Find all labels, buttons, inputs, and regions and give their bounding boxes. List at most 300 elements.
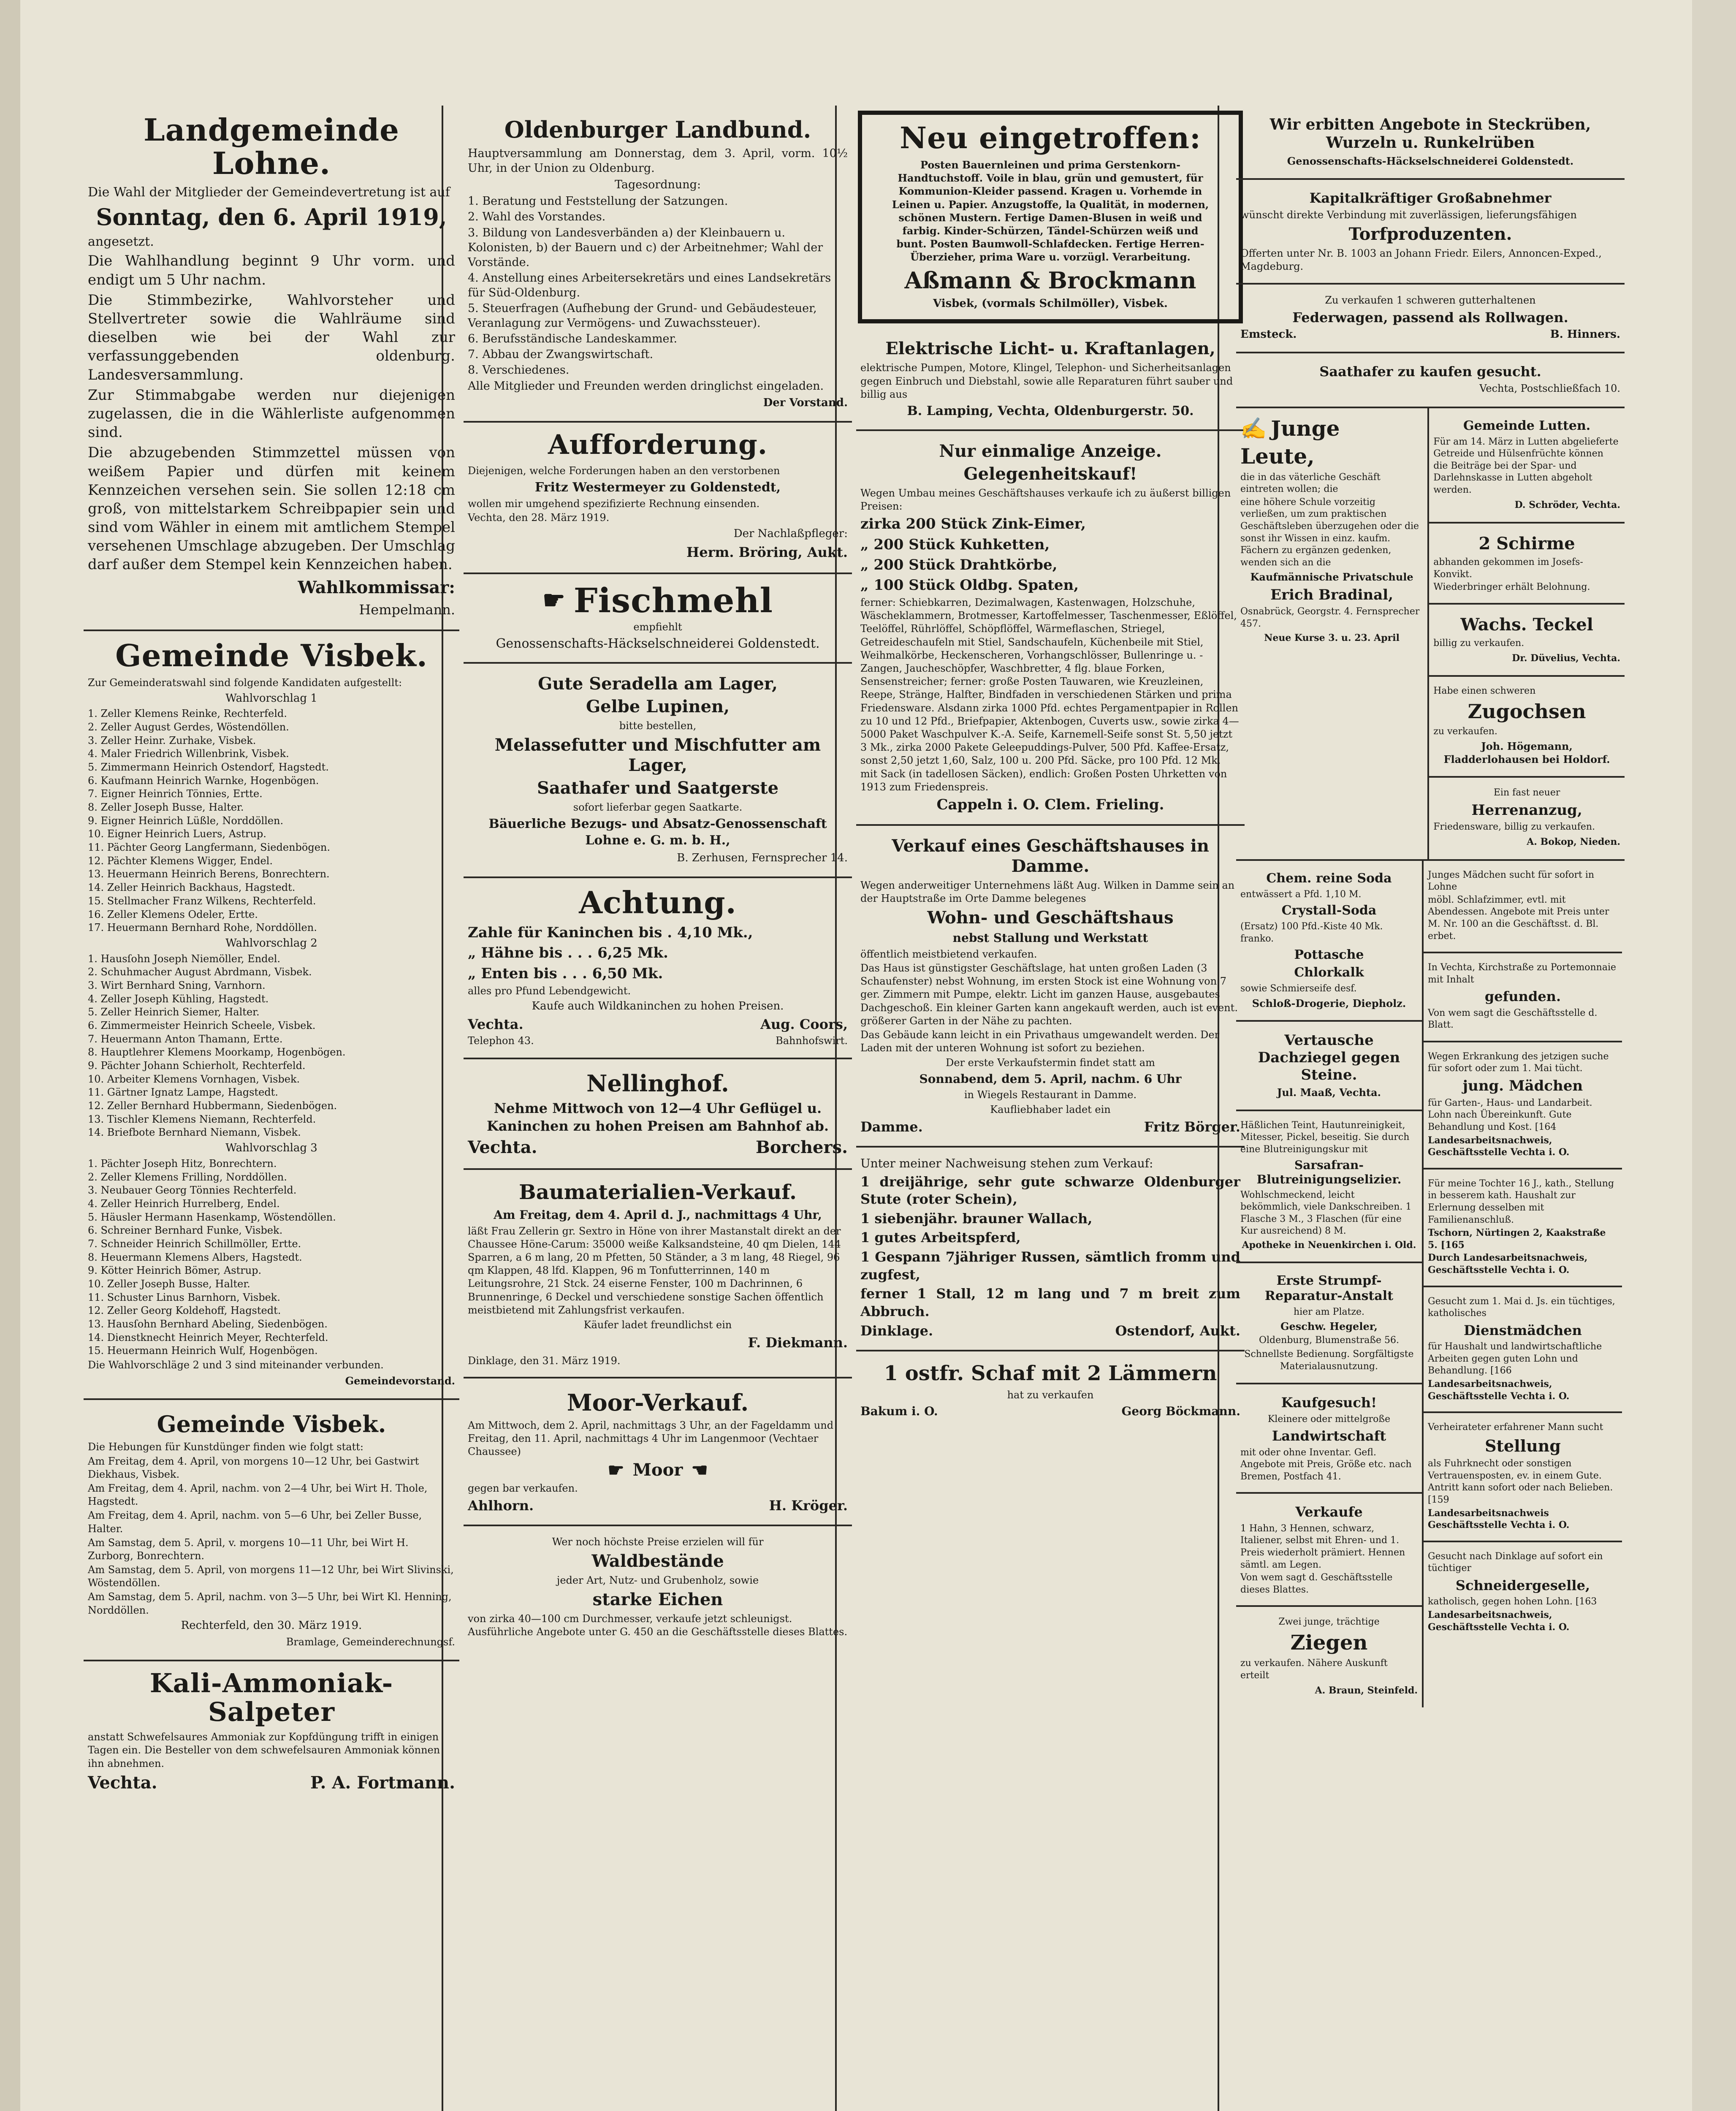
ad-oldenburger-landbund [464, 106, 852, 423]
ad-title: Stellung [1485, 1436, 1561, 1455]
ad-signature: B. Lamping, Vechta, Oldenburgerstr. 50. [907, 403, 1194, 418]
ad-text: Zu verkaufen 1 schweren gutterhaltenen [1325, 294, 1536, 306]
list-item: 15. Stellmacher Franz Wilkens, Rechterfeld. [88, 895, 316, 907]
offer-line: zirka 200 Stück Zink-Eimer, [860, 516, 1086, 533]
ad-text: Genossenschafts-Häckselschneiderei Goldenstedt. [1287, 155, 1574, 168]
ad-title: Baumaterialien-Verkauf. [519, 1180, 797, 1205]
ad-text: zu verkaufen. [1433, 726, 1497, 737]
list-item: 4. Maler Friedrich Willenbrink, Visbek. [88, 748, 289, 760]
ad-text: Junges Mädchen sucht für sofort in Lohne [1428, 869, 1595, 893]
list-item: 8. Heuermann Klemens Albers, Hagstedt. [88, 1251, 302, 1263]
ad-text: Für meine Tochter 16 J., kath., Stellung in besserem kath. Haushalt zur Erlernung desselben mit Familienanschluß. [1428, 1178, 1614, 1225]
candidate-list-1 [88, 707, 455, 934]
ad-signature: Bramlage, Gemeinderechnungsf. [286, 1636, 455, 1648]
list-item: Am Freitag, dem 4. April, von morgens 10—12 Uhr, bei Gastwirt Diekhaus, Visbek. [88, 1455, 419, 1480]
ad-signature: P. A. Fortmann. [310, 1772, 455, 1793]
ad-text: Ein fast neuer [1493, 787, 1560, 798]
candidate-list-2 [88, 952, 455, 1140]
ad-kaufgesuch [1236, 1384, 1422, 1494]
list-item: Am Samstag, dem 5. April, nachm. von 3—5 Uhr, bei Wirt Kl. Henning, Norddöllen. [88, 1591, 452, 1616]
ad-gemeinde-visbek-duenger [84, 1400, 459, 1661]
ad-text: Für am 14. März in Lutten abgelieferte Getreide und Hülsenfrüchte können die Beiträge bei der Spar- und Darlehnskasse in Lutten abgeholt werden. [1433, 436, 1619, 496]
ad-seradella [464, 664, 852, 878]
list-item: 1 siebenjähr. brauner Wallach, [860, 1210, 1093, 1226]
ad-title: Wir erbitten Angebote in Steckrüben, Wurzeln u. Runkelrüben [1269, 116, 1591, 152]
list-item: 10. Arbeiter Klemens Vornhagen, Visbek. [88, 1073, 300, 1085]
ad-text: bitte bestellen, [619, 719, 697, 732]
ad-role: Der Nachlaßpfleger: [733, 527, 848, 540]
ad-text: Von wem sagt d. Geschäftsstelle dieses Blattes. [1240, 1572, 1393, 1595]
list-item: 14. Dienstknecht Heinrich Meyer, Rechterfeld. [88, 1331, 328, 1343]
ad-title: Herrenanzug, [1471, 801, 1582, 819]
ad-address: Osnabrück, Georgstr. 4. Fernsprecher 457. [1240, 606, 1420, 629]
ad-title: Wachs. Teckel [1460, 615, 1593, 635]
ad-address: Oldenburg, Blumenstraße 56. [1259, 1335, 1400, 1346]
ad-text: möbl. Schlafzimmer, evtl. mit Abendessen. Angebote mit Preis unter M. Nr. 100 an die Geschäftsst. d. Bl. erbet. [1428, 894, 1609, 942]
ad-footer [468, 1498, 848, 1514]
ad-teckel [1429, 605, 1625, 677]
list-item: 1. Beratung und Feststellung der Satzungen. [468, 195, 728, 208]
list-item: 6. Schreiner Bernhard Funke, Visbek. [88, 1224, 283, 1237]
ad-title: Achtung. [579, 885, 737, 921]
ad-signature: Schloß-Drogerie, Diepholz. [1252, 997, 1406, 1009]
ad-schlafzimmer [1424, 861, 1622, 954]
ad-schneidergeselle [1424, 1542, 1622, 1642]
split-left [1236, 861, 1424, 1708]
split-right [1429, 408, 1625, 859]
ad-text: In Vechta, Kirchstraße zu Portemonnaie mit Inhalt [1428, 962, 1617, 985]
ad-text: Die Stimmbezirke, Wahlvorsteher und Stellvertreter sowie die Wahlräume sind dieselben wie bei der Wahl zur verfassunggebenden oldenburg. Landesversammlung. [88, 291, 455, 383]
ad-text: hat zu verkaufen [1007, 1389, 1094, 1401]
ad-heading: Erich Bradinal, [1270, 586, 1394, 603]
ad-signature: Der Vorstand. [763, 396, 848, 409]
ad-text: empfiehlt [633, 621, 682, 633]
ad-text: Alle Mitglieder und Freunden werden dringlichst eingeladen. [468, 379, 824, 393]
list-heading: Wahlvorschlag 1 [225, 692, 317, 705]
ad-text: Zwei junge, trächtige [1278, 1617, 1380, 1628]
list-item: 1. Zeller Klemens Reinke, Rechterfeld. [88, 708, 287, 720]
ad-text: Kaufliebhaber ladet ein [990, 1104, 1111, 1116]
ad-federwagen [1236, 285, 1625, 354]
list-item: 12. Pächter Klemens Wigger, Endel. [88, 855, 273, 867]
ad-signature: Landesarbeitsnachweis, Geschäftsstelle Vechta i. O. [1428, 1134, 1570, 1158]
ad-signature: Tschorn, Nürtingen 2, Kaakstraße 5. [165 [1428, 1227, 1606, 1251]
ad-gemeinde-lutten [1429, 408, 1625, 524]
ad-elektrische-anlagen [856, 328, 1245, 431]
ad-text: mit oder ohne Inventar. Gefl. Angebote mit Preis, Größe etc. nach Bremen, Postfach 41. [1240, 1447, 1412, 1482]
ad-herrenanzug [1429, 778, 1625, 859]
ad-role: Bahnhofswirt. [776, 1034, 848, 1047]
ad-title: Moor-Verkauf. [567, 1389, 749, 1416]
ad-signature: Durch Landesarbeitsnachweis, Geschäftsstelle Vechta i. O. [1428, 1252, 1588, 1275]
ad-signature: Fritz Börger. [1144, 1119, 1240, 1135]
ad-stellung [1424, 1413, 1622, 1542]
ad-kali-ammoniak [84, 1661, 459, 1804]
ad-text: ferner: Schiebkarren, Dezimalwagen, Kastenwagen, Holzschuhe, Wäscheklammern, Brotmesser, Kartoffelmesser, Taschenmesser, Eßlöffel, Teelöffel, Rührlöffel, Schöpflöffel, Wärmeflaschen, Striegel, Getreideschaufeln mit Stiel, Sandschaufeln, Küchenbeile mit Stiel, Weihmalkörbe, Heckenscheren, Vorhangschlösser, Bullenringe u. -Zangen, Jaucheschöpfer, Waschbretter, 4 flg. blaue Forken, Sensenstreicher; ferner: große Posten Tauwaren, wie Kreuzleinen, Reepe, Stränge, Halfter, Bindfaden in verschiedenen Stärken und prima Friedensware. Alsdann zirka 1000 Pfd. echtes Pergamentpapier in Rollen zu 10 und 12 Pfd., Briefpapier, Aktenbogen, Cuverts usw., sowie zirka 4—5000 Paket Waschpulver K.-A. Seife, Karnemell-Seife sonst St. 5,50 jetzt 3 Mk., zirka 2000 Pakete Geleepuddings-Pulver, 500 Pfd. Kaffee-Ersatz, sonst 2,50 jetzt 1,60, Salz, 100 u. 200 Pfd. Säcke, pro 100 Pfd. 12 Mk. mit Sack (in tadellosen Säcken), endlich: Großen Posten Uhrketten von 1913 zum Friedenspreis. [860, 597, 1239, 793]
ad-signature: Borchers. [756, 1137, 848, 1158]
ad-date: Sonnabend, dem 5. April, nachm. 6 Uhr [919, 1072, 1182, 1086]
ad-signature: Wahlkommissar: [298, 577, 455, 597]
ad-dachziegel [1236, 1022, 1422, 1111]
column-1 [84, 106, 459, 2111]
ad-title: Landgemeinde Lohne. [144, 112, 399, 182]
list-item: 3. Neubauer Georg Tönnies Rechterfeld. [88, 1184, 297, 1197]
ad-text: Neue Kurse 3. u. 23. April [1264, 632, 1400, 643]
ad-ziegen [1236, 1607, 1422, 1707]
ad-achtung [464, 878, 852, 1059]
ad-text: wünscht direkte Verbindung mit zuverlässigen, lieferungsfähigen [1240, 209, 1577, 221]
ad-zugochsen [1429, 677, 1625, 778]
ad-heading: Melassefutter und Mischfutter am Lager, [494, 735, 821, 776]
page-edge [0, 0, 20, 2111]
ad-text: zu verkaufen. Nähere Auskunft erteilt [1240, 1658, 1388, 1681]
list-heading: Wahlvorschlag 2 [225, 936, 317, 950]
ad-text: Wer noch höchste Preise erzielen will für [552, 1536, 764, 1548]
ad-signature: D. Schröder, Vechta. [1514, 499, 1620, 510]
list-item: 15. Heuermann Heinrich Wulf, Hogenbögen. [88, 1345, 318, 1357]
list-item: 6. Berufsständische Landeskammer. [468, 332, 678, 346]
ad-title: Sarsafran-Blutreinigungselizier. [1256, 1158, 1402, 1187]
ad-signature: Herm. Bröring, Aukt. [686, 544, 848, 561]
column-3 [856, 106, 1245, 2111]
list-item: 11. Schuster Linus Barnhorn, Visbek. [88, 1291, 280, 1303]
ad-title: Schneidergeselle, [1455, 1577, 1590, 1594]
ad-text: Kaufe auch Wildkaninchen zu hohen Preisen. [532, 1000, 784, 1013]
ad-signature: Ostendorf, Aukt. [1115, 1323, 1240, 1339]
ad-footer [88, 1773, 455, 1793]
ad-footer [860, 1404, 1240, 1418]
ad-footer [468, 1137, 848, 1157]
ad-title: Gemeinde Visbek. [157, 1411, 386, 1438]
ad-title: Fischmehl [573, 580, 773, 620]
ad-signature: Dr. Düvelius, Vechta. [1512, 652, 1620, 664]
list-item: 14. Zeller Heinrich Backhaus, Hagstedt. [88, 882, 296, 894]
ad-address: Visbek, (vormals Schilmöller), Visbek. [933, 297, 1168, 310]
ad-verkaufe-huehner [1236, 1494, 1422, 1607]
ad-signature: Landesarbeitsnachweis, Geschäftsstelle Vechta i. O. [1428, 1609, 1570, 1633]
ad-neu-eingetroffen [858, 111, 1243, 323]
ad-signature: Hempelmann. [359, 601, 455, 618]
pointing-hand-icon: ☛ [542, 585, 565, 615]
list-item: 1 dreijährige, sehr gute schwarze Oldenburger Stute (roter Schein), [860, 1173, 1240, 1207]
list-item: 8. Verschiedenes. [468, 364, 570, 377]
list-item: ferner 1 Stall, 12 m lang und 7 m breit zum Abbruch. [860, 1286, 1240, 1319]
ad-heading: Pottasche [1294, 947, 1364, 963]
ad-heading: Crystall-Soda [1281, 903, 1377, 918]
ad-signature: H. Kröger. [769, 1497, 848, 1514]
ad-text: Bäuerliche Bezugs- und Absatz-Genossenschaft Lohne e. G. m. b. H., [488, 817, 827, 848]
list-item: 5. Zeller Heinrich Siemer, Halter. [88, 1006, 260, 1018]
ad-strumpf-reparatur [1236, 1263, 1422, 1385]
ad-title: Verkauf eines Geschäftshauses in Damme. [892, 836, 1209, 876]
pointing-hand-icon: ☚ [691, 1459, 708, 1481]
ad-title: Ziegen [1290, 1631, 1368, 1655]
ad-text: hier am Platze. [1293, 1306, 1365, 1317]
ad-text: Offerten unter Nr. B. 1003 an Johann Friedr. Eilers, Annoncen-Exped., Magdeburg. [1240, 247, 1602, 273]
ad-title: 2 Schirme [1478, 534, 1575, 554]
list-item: 12. Zeller Georg Koldehoff, Hagstedt. [88, 1305, 281, 1317]
ad-signature: A. Braun, Steinfeld. [1315, 1685, 1418, 1696]
split-row [1236, 408, 1625, 859]
ad-text: elektrische Pumpen, Motore, Klingel, Telephon- und Sicherheitsanlagen gegen Einbruch und Diebstahl, sowie alle Reparaturen führt sauber und billig aus [860, 362, 1233, 400]
ad-title: Erste Strumpf-Reparatur-Anstalt [1264, 1273, 1394, 1303]
ad-text: gegen bar verkaufen. [468, 1482, 578, 1494]
ad-baumaterialien [464, 1170, 852, 1378]
ad-date: Am Freitag, dem 4. April d. J., nachmittags 4 Uhr, [494, 1208, 822, 1222]
ad-text: eine höhere Schule vorzeitig verließen, um zum praktischen Geschäftsleben überzugehen oder die sonst ihr Wissen in einz. kaufm. Fächern zu ergänzen gedenken, wenden sich an die [1240, 497, 1419, 568]
list-item: 2. Zeller August Gerdes, Wöstendöllen. [88, 721, 289, 733]
list-item: 3. Zeller Heinr. Zurhake, Visbek. [88, 734, 256, 746]
ad-text: anstatt Schwefelsaures Ammoniak zur Kopfdüngung trifft in einigen Tagen ein. Die Besteller von dem schwefelsauren Ammoniak können ihn abnehmen. [88, 1731, 440, 1769]
ad-title: Kali-Ammoniak-Salpeter [149, 1667, 393, 1727]
ad-title: Gelegenheitskauf! [963, 464, 1137, 484]
ad-text: entwässert a Pfd. 1,10 M. [1240, 889, 1362, 900]
list-item: 9. Pächter Johann Schierholt, Rechterfeld. [88, 1060, 306, 1072]
list-item: 3. Bildung von Landesverbänden a) der Kleinbauern u. Kolonisten, b) der Bauern und c) der Arbeitnehmer; Wahl der Vorstände. [468, 226, 823, 269]
ad-heading: Chlorkalk [1294, 965, 1364, 980]
column-2 [464, 106, 852, 2111]
ad-text: Gesucht zum 1. Mai d. Js. ein tüchtiges, katholisches [1428, 1296, 1615, 1319]
list-item: 16. Zeller Klemens Odeler, Ertte. [88, 908, 258, 920]
ad-signature: Cappeln i. O. Clem. Frieling. [936, 796, 1164, 813]
list-item: 8. Zeller Joseph Busse, Halter. [88, 801, 244, 814]
ad-text: Verheirateter erfahrener Mann sucht [1428, 1422, 1603, 1433]
ad-text: katholisch, gegen hohen Lohn. [163 [1428, 1596, 1597, 1607]
ad-title: Nellinghof. [586, 1069, 729, 1097]
ad-text: Die Wahlhandlung beginnt 9 Uhr vorm. und endigt um 5 Uhr nachm. [88, 252, 455, 288]
ad-text: angesetzt. [88, 234, 154, 250]
ad-text: Habe einen schweren [1433, 686, 1536, 697]
ad-place: Emsteck. [1240, 328, 1297, 341]
ad-text: Das Gebäude kann leicht in ein Privathaus umgewandelt werden. Der Laden mit der unteren Wohnung ist sofort zu beziehen. [860, 1028, 1220, 1054]
list-item: 8. Hauptlehrer Klemens Moorkamp, Hogenbögen. [88, 1046, 346, 1058]
ad-date: Vechta, den 28. März 1919. [468, 512, 610, 524]
ad-title: jung. Mädchen [1462, 1077, 1583, 1095]
list-item: 11. Pächter Georg Langfermann, Siedenbögen. [88, 841, 330, 854]
ad-text: jeder Art, Nutz- und Grubenholz, sowie [556, 1574, 759, 1586]
ad-pferde [856, 1148, 1245, 1351]
offer-line: „ 100 Stück Oldbg. Spaten, [860, 576, 1079, 594]
list-item: 1. Hausſohn Joseph Niemöller, Endel. [88, 952, 281, 965]
ad-place: Damme. [860, 1119, 923, 1135]
ad-phone: Telephon 43. [468, 1034, 534, 1047]
ad-text: wollen mir umgehend spezifizierte Rechnung einsenden. [468, 497, 760, 510]
ad-text: (Ersatz) 100 Pfd.-Kiste 40 Mk. franko. [1240, 921, 1383, 944]
ad-title: Chem. reine Soda [1266, 871, 1392, 886]
ad-gelegenheitskauf [856, 431, 1245, 826]
ad-jung-maedchen [1424, 1042, 1622, 1169]
column-4 [1236, 106, 1625, 2111]
pointing-hand-icon: ☛ [608, 1459, 624, 1481]
ad-text: als Fuhrknecht oder sonstigen Vertrauensposten, ev. in einem Gute. Antritt kann sofort oder nach Belieben. [159 [1428, 1458, 1613, 1506]
ad-text: Kleinere oder mittelgroße [1267, 1414, 1391, 1425]
ad-footer [468, 1016, 848, 1032]
ad-heading: nebst Stallung und Werkstatt [952, 931, 1148, 945]
list-item: 11. Gärtner Ignatz Lampe, Hagstedt. [88, 1086, 278, 1099]
ad-nellinghof [464, 1059, 852, 1170]
ad-text: Wegen Erkrankung des jetzigen suche für sofort oder zum 1. Mai tücht. [1428, 1051, 1609, 1074]
ad-footer [860, 1323, 1240, 1339]
ad-title: Kapitalkräftiger Großabnehmer [1309, 190, 1552, 206]
list-item: Am Samstag, dem 5. April, v. morgens 10—11 Uhr, bei Wirt H. Zurborg, Bonrechtern. [88, 1536, 409, 1562]
ad-title: 1 ostfr. Schaf mit 2 Lämmern [884, 1362, 1217, 1386]
list-item: 10. Eigner Heinrich Luers, Astrup. [88, 828, 266, 840]
list-item: 5. Zimmermann Heinrich Ostendorf, Hagstedt. [88, 761, 329, 773]
ad-title: Gemeinde Visbek. [115, 638, 428, 674]
ad-text: Nehme Mittwoch von 12—4 Uhr Geflügel u. Kaninchen zu hohen Preisen am Bahnhof ab. [487, 1100, 829, 1134]
list-item: 4. Zeller Heinrich Hurrelberg, Endel. [88, 1197, 280, 1210]
ad-heading: Saathafer und Saatgerste [537, 778, 779, 798]
ad-text: Käufer ladet freundlichst ein [583, 1319, 732, 1331]
list-item: Am Samstag, dem 5. April, von morgens 11—12 Uhr, bei Wirt Slivinski, Wöstendöllen. [88, 1564, 454, 1589]
list-item: 13. Hausſohn Bernhard Abeling, Siedenbögen. [88, 1318, 328, 1330]
ad-text: Am Mittwoch, dem 2. April, nachmittags 3 Uhr, an der Fageldamm und Freitag, den 11. April, nachmittags 4 Uhr im Langenmoor (Vechtaer Chaussee) [468, 1419, 834, 1458]
ad-date: Sonntag, den 6. April 1919, [96, 204, 447, 231]
ad-text: Wiederbringer erhält Belohnung. [1433, 582, 1590, 593]
ad-heading: Landwirtschaft [1272, 1428, 1386, 1444]
ad-text: Zur Gemeinderatswahl sind folgende Kandidaten aufgestellt: [88, 677, 402, 689]
ad-heading: Kaufmännische Privatschule [1250, 571, 1413, 583]
list-heading: Tagesordnung: [614, 178, 701, 192]
ad-heading: Gelbe Lupinen, [586, 696, 730, 716]
ad-firm: Aßmann & Brockmann [904, 266, 1196, 294]
ad-text: Hauptversammlung am Donnerstag, dem 3. April, vorm. 10½ Uhr, in der Union zu Oldenburg. [468, 147, 848, 175]
ad-heading: Geschw. Hegeler, [1280, 1320, 1378, 1333]
ad-heading: Torfproduzenten. [1348, 224, 1512, 244]
ad-torfproduzenten [1236, 180, 1625, 285]
ad-signature: Georg Böckmann. [1121, 1404, 1240, 1419]
ad-saathafer [1236, 353, 1625, 408]
list-item: 4. Zeller Joseph Kühling, Hagstedt. [88, 993, 269, 1005]
list-item: 1 Gespann 7jähriger Russen, sämtlich fromm und zugfest, [860, 1249, 1240, 1283]
ad-place: Ahlhorn. [468, 1497, 534, 1514]
ad-text: Wegen anderweitiger Unternehmens läßt Aug. Wilken in Damme sein an der Hauptstraße im Orte Damme belegenes [860, 879, 1235, 905]
ad-text: Unter meiner Nachweisung stehen zum Verkauf: [860, 1156, 1153, 1171]
ad-title: Leute, [1240, 443, 1315, 469]
ad-footer [468, 1035, 848, 1047]
ad-heading: Gute Seradella am Lager, [538, 673, 778, 694]
ad-text: von zirka 40—100 cm Durchmesser, verkaufe jetzt schleunigst. Ausführliche Angebote unter G. 450 an die Geschäftsstelle dieses Blattes. [468, 1613, 848, 1638]
ad-text: Gesucht nach Dinklage auf sofort ein tüchtiger [1428, 1551, 1603, 1574]
ad-text: Friedensware, billig zu verkaufen. [1433, 822, 1595, 833]
ad-title: Oldenburger Landbund. [504, 116, 811, 143]
list-item: 6. Kaufmann Heinrich Warnke, Hogenbögen. [88, 774, 319, 787]
ad-title: Neu eingetroffen: [900, 120, 1201, 155]
ad-title: gefunden. [1484, 988, 1561, 1005]
ad-heading: Wohn- und Geschäftshaus [927, 908, 1174, 928]
list-item: Am Freitag, dem 4. April, nachm. von 5—6 Uhr, bei Zeller Busse, Halter. [88, 1509, 422, 1535]
list-item: 1. Pächter Joseph Hitz, Bonrechtern. [88, 1157, 277, 1169]
candidate-list-3 [88, 1157, 455, 1358]
ad-title: Dienstmädchen [1464, 1322, 1582, 1338]
list-item: 17. Heuermann Bernhard Rohe, Norddöllen. [88, 922, 317, 934]
ad-heading: Waldbestände [591, 1551, 724, 1571]
ad-text: 1 Hahn, 3 Hennen, schwarz, Italiener, selbst mit Ehren- und 1. Preis wiederholt prämiert. Hennen sämtl. am Legen. [1240, 1523, 1405, 1570]
ad-text: läßt Frau Zellerin gr. Sextro in Höne von ihrer Mastanstalt direkt an der Chaussee Höne-Carum: 35000 weiße Kalksandsteine, 40 qm Dielen, 144 Sparren, a 6 m lang, 20 m Pfetten, 50 Ständer, a 3 m lang, 48 Riegel, 96 qm Klappen, 48 lfd. Klappen, 96 m Tonfutterrinnen, 140 m Leitungsrohre, 21 Stck. 24 eiserne Fenster, 100 m Dachrinnen, 6 Brunnenringe, 6 Deckel und verschiedene sonstige Sachen öffentlich meistbietend mit Zahlungsfrist verkaufen. [468, 1225, 841, 1316]
ad-text: die in das väterliche Geschäft eintreten wollen; die [1240, 472, 1381, 495]
list-item: 14. Briefbote Bernhard Niemann, Visbek. [88, 1126, 301, 1139]
ad-footer [860, 1119, 1240, 1135]
price-line: Zahle für Kaninchen bis . 4,10 Mk., [468, 924, 753, 942]
list-item: 9. Kötter Heinrich Bömer, Astrup. [88, 1264, 262, 1277]
ad-verkauf-damme [856, 826, 1245, 1148]
ad-gefunden [1424, 953, 1622, 1042]
ad-text: Posten Bauernleinen und prima Gerstenkorn-Handtuchstoff. Voile in blau, grün und gemustert, für Kommunion-Kleider passend. Kragen u. Vorhemde in Leinen u. Papier. Anzugstoffe, la Qualität, in modernen, schönen Mustern. Fertige Damen-Blusen in weiß und farbig. Kinder-Schürzen, Tändel-Schürzen weiß und bunt. Posten Baumwoll-Schlafdecken. Fertige Herren-Überzieher, prima Ware u. vorzügl. Verarbeitung. [892, 159, 1209, 263]
ad-note: Die Wahlvorschläge 2 und 3 sind miteinander verbunden. [88, 1359, 384, 1371]
ad-title: Saathafer zu kaufen gesucht. [1319, 364, 1541, 380]
ad-signature: Landesarbeitsnachweis, Geschäftsstelle Vechta i. O. [1428, 1378, 1570, 1402]
list-item: 10. Zeller Joseph Busse, Halter. [88, 1278, 250, 1290]
list-item: 3. Wirt Bernhard Sning, Varnhorn. [88, 979, 266, 991]
ad-title: Vertausche Dachziegel gegen Steine. [1258, 1032, 1400, 1083]
ad-sarsafran [1236, 1111, 1422, 1263]
list-item: Am Freitag, dem 4. April, nachm. von 2—4 Uhr, bei Wirt H. Thole, Hagstedt. [88, 1482, 428, 1508]
ad-dienstmaedchen [1424, 1287, 1622, 1414]
ad-title: Junge [1271, 415, 1340, 441]
ad-heading: Moor [632, 1460, 683, 1480]
ad-fischmehl [464, 574, 852, 664]
ad-steckrueben [1236, 106, 1625, 180]
ad-signature: Landesarbeitsnachweis Geschäftsstelle Vechta i. O. [1428, 1507, 1570, 1531]
ad-place: Vechta. [468, 1016, 524, 1032]
ad-name: Fritz Westermeyer zu Goldenstedt, [534, 480, 781, 495]
ad-text: sowie Schmierseife desf. [1240, 983, 1357, 994]
list-item: 4. Anstellung eines Arbeitersekretärs und eines Landsekretärs für Süd-Oldenburg. [468, 271, 831, 299]
ad-signature: Joh. Högemann, Fladderlohausen bei Holdorf. [1443, 740, 1610, 765]
ad-signature: B. Hinners. [1550, 328, 1620, 341]
ad-text: Schnellste Bedienung. Sorgfältigste Materialausnutzung. [1244, 1349, 1414, 1372]
ad-text: alles pro Pfund Lebendgewicht. [468, 985, 631, 997]
ad-text: Häßlichen Teint, Hautunreinigkeit, Mitesser, Pickel, beseitig. Sie durch eine Blutreinigungskur mit [1240, 1120, 1410, 1155]
ad-text: Der erste Verkaufstermin findet statt am [946, 1057, 1155, 1069]
ad-signature: F. Diekmann. [748, 1335, 848, 1351]
list-item: 7. Eigner Heinrich Tönnies, Ertte. [88, 788, 263, 800]
list-item: 13. Tischler Klemens Niemann, Rechterfeld. [88, 1113, 316, 1125]
ad-place: Vechta. [88, 1772, 157, 1793]
list-item: 12. Zeller Bernhard Hubbermann, Siedenbögen. [88, 1100, 337, 1112]
list-item: 7. Schneider Heinrich Schillmöller, Ertte. [88, 1237, 301, 1250]
ad-text: Wohlschmeckend, leicht bekömmlich, viele Dankschreiben. 1 Flasche 3 M., 3 Flaschen (für eine Kur ausreichend) 8 M. [1240, 1189, 1412, 1237]
ad-text: billig zu verkaufen. [1433, 638, 1524, 649]
list-item: 2. Wahl des Vorstandes. [468, 210, 606, 224]
price-line: „ Hähne bis . . . 6,25 Mk. [468, 944, 668, 962]
ad-heading: starke Eichen [592, 1590, 723, 1610]
ad-moor-verkauf [464, 1378, 852, 1526]
list-item: 5. Steuerfragen (Aufhebung der Grund- und Gebäudesteuer, Veranlagung zur Vermögens- und Zuwachssteuer). [468, 302, 817, 330]
ad-waldbestaende [464, 1526, 852, 1648]
ad-signature: A. Bokop, Nieden. [1527, 836, 1620, 847]
ad-tochter-stellung [1424, 1169, 1622, 1287]
list-item: 1 gutes Arbeitspferd, [860, 1229, 1021, 1246]
ad-text: Diejenigen, welche Forderungen haben an den verstorbenen [468, 464, 780, 477]
ad-text: Genossenschafts-Häckselschneiderei Goldenstedt. [496, 636, 820, 651]
list-item: 9. Eigner Heinrich Lüßle, Norddöllen. [88, 814, 284, 827]
ad-footer [1240, 328, 1620, 341]
offer-line: „ 200 Stück Kuhketten, [860, 536, 1050, 553]
ad-text: Das Haus ist günstigster Geschäftslage, hat unten großen Laden (3 Schaufenster) nebst Wohnung, im ersten Stock ist eine Wohnung von 7 ger. Zimmern mit Pumpe, elektr. Licht im ganzen Hause, ausgebautes Dachgeschoß. Ein kleiner Garten kann angekauft werden, auch ist event. größerer Garten in der Nähe zu pachten. [860, 962, 1238, 1027]
ad-text: Die abzugebenden Stimmzettel müssen von weißem Papier und dürfen mit keinem Kennzeichen versehen sein. Sie sollen 12:18 cm groß, von mittelstarkem Schreibpapier sein und sind vom Wähler in einem mit amtlichem Stempel versehenen Umschlage abzugeben. Der Umschlag darf außer dem Stempel kein Kennzeichen haben. [88, 444, 455, 573]
ad-place: Vechta. [468, 1137, 537, 1158]
list-item: 5. Häusler Hermann Hasenkamp, Wöstendöllen. [88, 1211, 336, 1223]
list-item: 7. Abbau der Zwangswirtschaft. [468, 348, 654, 361]
ad-text: Zur Stimmabgabe werden nur diejenigen zugelassen, die in die Wählerliste aufgenommen sind. [88, 386, 455, 441]
offer-line: „ 200 Stück Drahtkörbe, [860, 556, 1058, 573]
ad-text: Wegen Umbau meines Geschäftshauses verkaufe ich zu äußerst billigen Preisen: [860, 487, 1231, 513]
ad-text: öffentlich meistbietend verkaufen. [860, 948, 1037, 960]
ad-signature: B. Zerhusen, Fernsprecher 14. [677, 852, 848, 865]
ad-heading: Federwagen, passend als Rollwagen. [1292, 309, 1568, 326]
split-row [1236, 859, 1625, 1708]
